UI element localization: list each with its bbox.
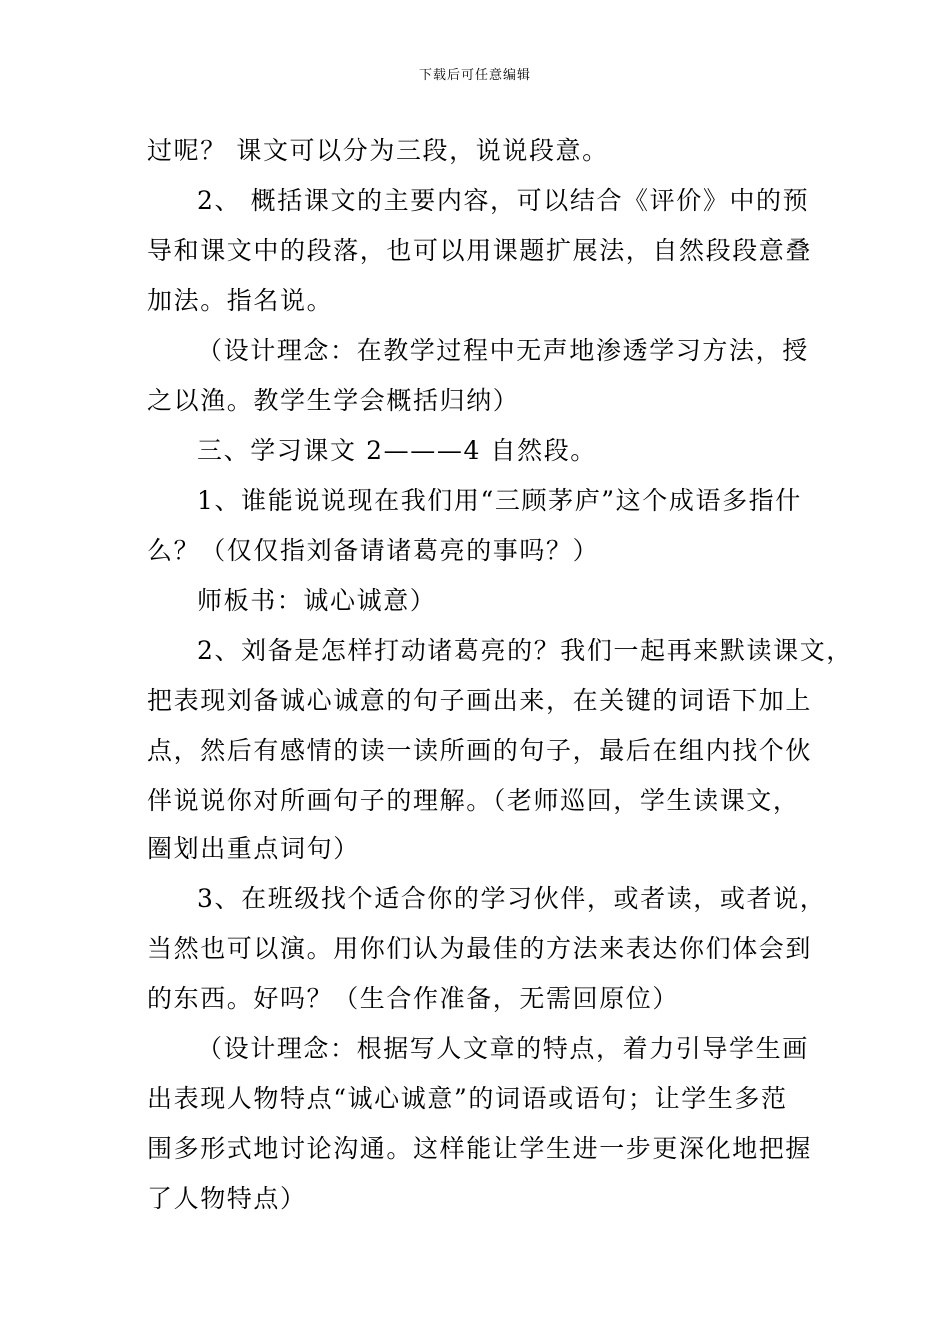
- text-line: （设计理念：根据写人文章的特点，着力引导学生画: [197, 1034, 809, 1063]
- text-line: 三、学习课文 2———4 自然段。: [197, 436, 597, 465]
- text-line: 点，然后有感情的读一读所画的句子，最后在组内找个伙: [147, 736, 813, 765]
- text-line: 么？（仅仅指刘备请诸葛亮的事吗？）: [147, 536, 600, 565]
- text-line: 把表现刘备诚心诚意的句子画出来，在关键的词语下加上: [147, 686, 813, 715]
- text-line: 了人物特点）: [147, 1184, 307, 1213]
- text-line: 1、谁能说说现在我们用“三顾茅庐”这个成语多指什: [197, 486, 802, 515]
- page-header: 下载后可任意编辑: [418, 68, 531, 83]
- text-line: 出表现人物特点“诚心诚意”的词语或语句；让学生多范: [147, 1084, 788, 1113]
- text-line: 过呢？ 课文可以分为三段，说说段意。: [147, 136, 609, 165]
- text-line: 圈划出重点词句）: [147, 834, 360, 863]
- text-line: 师板书：诚心诚意）: [197, 586, 437, 615]
- text-line: 伴说说你对所画句子的理解。（老师巡回，学生读课文，: [147, 786, 800, 815]
- text-line: 当然也可以演。用你们认为最佳的方法来表达你们体会到: [147, 934, 813, 963]
- text-line: 围多形式地讨论沟通。这样能让学生进一步更深化地把握: [147, 1134, 813, 1163]
- text-line: （设计理念：在教学过程中无声地渗透学习方法，授: [197, 336, 809, 365]
- text-line: 3、在班级找个适合你的学习伙伴，或者读，或者说，: [197, 884, 827, 913]
- text-line: 2、 概括课文的主要内容，可以结合《评价》中的预: [197, 186, 810, 215]
- text-line: 之以渔。教学生学会概括归纳）: [147, 386, 520, 415]
- text-line: 的东西。好吗？（生合作准备，无需回原位）: [147, 984, 680, 1013]
- text-line: 导和课文中的段落，也可以用课题扩展法，自然段段意叠: [147, 236, 813, 265]
- text-line: 2、刘备是怎样打动诸葛亮的？我们一起再来默读课文，: [197, 636, 853, 665]
- text-line: 加法。指名说。: [147, 286, 334, 315]
